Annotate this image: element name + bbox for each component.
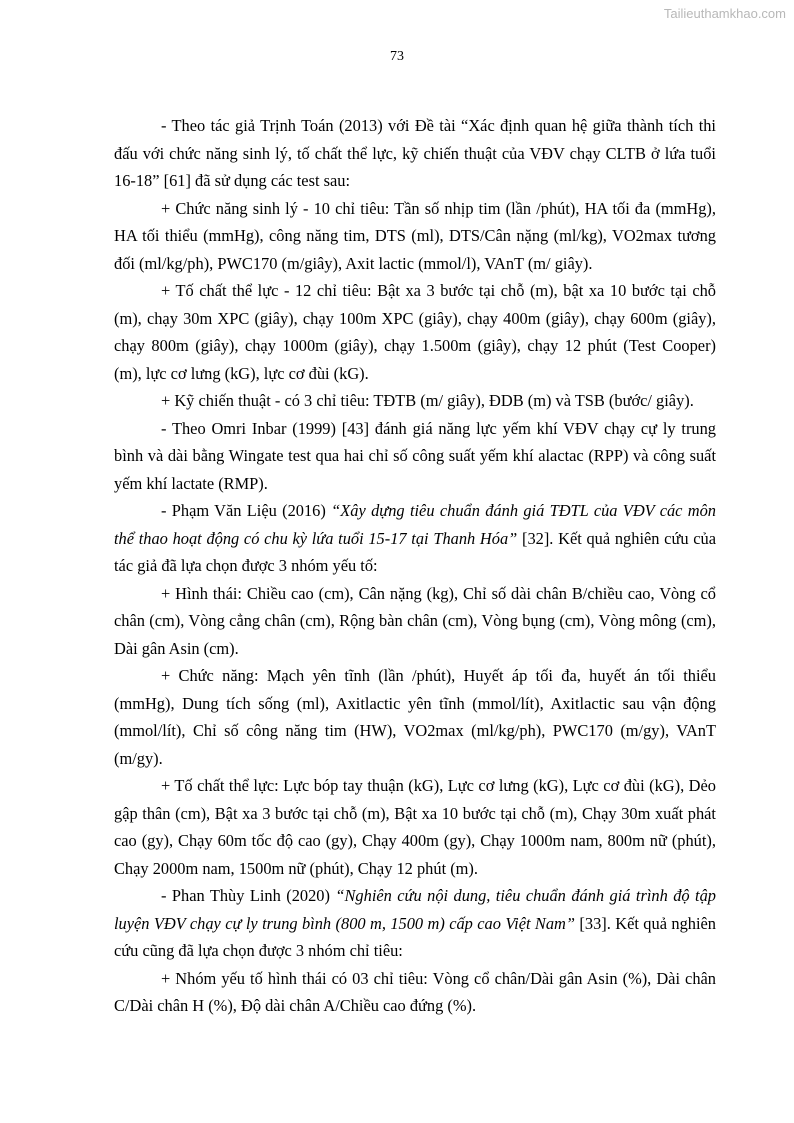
paragraph-text: - Phạm Văn Liệu (2016) [161, 501, 332, 520]
paragraph: - Theo tác giả Trịnh Toán (2013) với Đề tài “Xác định quan hệ giữa thành tích thi đấu với chức năng sinh lý, tố chất thể lực, kỹ chiến thuật của VĐV chạy CLTB ở lứa tuổi 16-18” [61] đã sử dụng các test sau: [114, 116, 716, 190]
paragraph: + Hình thái: Chiều cao (cm), Cân nặng (kg), Chỉ số dài chân B/chiều cao, Vòng cổ chân (cm), Vòng cẳng chân (cm), Rộng bàn chân (cm), Vòng bụng (cm), Vòng mông (cm), Dài gân Asin (cm). [114, 583, 716, 658]
paragraph-text: - Phan Thùy Linh (2020) [161, 886, 336, 905]
cited-title: “Xây dựng tiêu chuẩn đánh giá TĐTL của VĐV các môn thể thao hoạt động có chu kỳ lứa tuổi 15-17 tại Thanh Hóa” [114, 501, 716, 548]
paragraph: + Tố chất thể lực: Lực bóp tay thuận (kG), Lực cơ lưng (kG), Lực cơ đùi (kG), Dẻo gập thân (cm), Bật xa 3 bước tại chỗ (m), Bật xa 10 bước tại chỗ (m), Chạy 30m xuất phát cao (gy), Chạy 60m tốc độ cao (gy), Chạy 400m (gy), Chạy 1000m nam, 800m nữ (phút), Chạy 2000m nam, 1500m nữ (phút), Chạy 12 phút (m). [114, 776, 716, 878]
paragraph: + Nhóm yếu tố hình thái có 03 chỉ tiêu: Vòng cổ chân/Dài gân Asin (%), Dài chân C/Dài chân H (%), Độ dài chân A/Chiều cao đứng (%). [114, 968, 716, 1015]
paragraph [114, 497, 716, 580]
paragraph: + Tố chất thể lực - 12 chỉ tiêu: Bật xa 3 bước tại chỗ (m), bật xa 10 bước tại chỗ (m), chạy 30m XPC (giây), chạy 100m XPC (giây), chạy 400m (giây), chạy 600m (giây), chạy 800m (giây), chạy 1000m (giây), chạy 1.500m (giây), chạy 12 phút (Test Cooper) (m), lực cơ lưng (kG), lực cơ đùi (kG). [114, 281, 716, 383]
paragraph-text: [32]. Kết quả nghiên cứu của tác giả đã lựa chọn được 3 nhóm yếu tố: [114, 528, 716, 575]
watermark: Tailieuthamkhao.com [663, 6, 786, 21]
document-body [114, 112, 716, 1020]
paragraph: + Kỹ chiến thuật - có 3 chỉ tiêu: TĐTB (m/ giây), ĐDB (m) và TSB (bước/ giây). [161, 391, 694, 410]
page-number: 73 [390, 49, 404, 64]
paragraph [114, 882, 716, 965]
paragraph: + Chức năng: Mạch yên tĩnh (lần /phút), Huyết áp tối đa, huyết án tối thiểu (mmHg), Dung tích sống (ml), Axitlactic yên tĩnh (mmol/lít), Axitlactic sau vận động (mmol/lít), Chỉ số công năng tim (HW), VO2max (ml/kg/ph), PWC170 (m/gy), VAnT (m/gy). [114, 666, 716, 768]
paragraph: + Chức năng sinh lý - 10 chỉ tiêu: Tần số nhịp tim (lần /phút), HA tối đa (mmHg), HA tối thiểu (mmHg), công năng tim, DTS (ml), DTS/Cân nặng (ml/kg), VO2max tương đối (ml/kg/ph), PWC170 (m/giây), Axit lactic (mmol/l), VAnT (m/ giây). [114, 198, 716, 273]
paragraph: - Theo Omri Inbar (1999) [43] đánh giá năng lực yếm khí VĐV chạy cự ly trung bình và dài bằng Wingate test qua hai chỉ số công suất yếm khí alactac (RPP) và công suất yếm khí lactate (RMP). [114, 418, 716, 493]
cited-title: “Nghiên cứu nội dung, tiêu chuẩn đánh giá trình độ tập luyện VĐV chạy cự ly trung bình (800 m, 1500 m) cấp cao Việt Nam” [114, 886, 716, 933]
paragraph-text: [33]. Kết quả nghiên cứu cũng đã lựa chọn được 3 nhóm chỉ tiêu: [114, 913, 716, 960]
